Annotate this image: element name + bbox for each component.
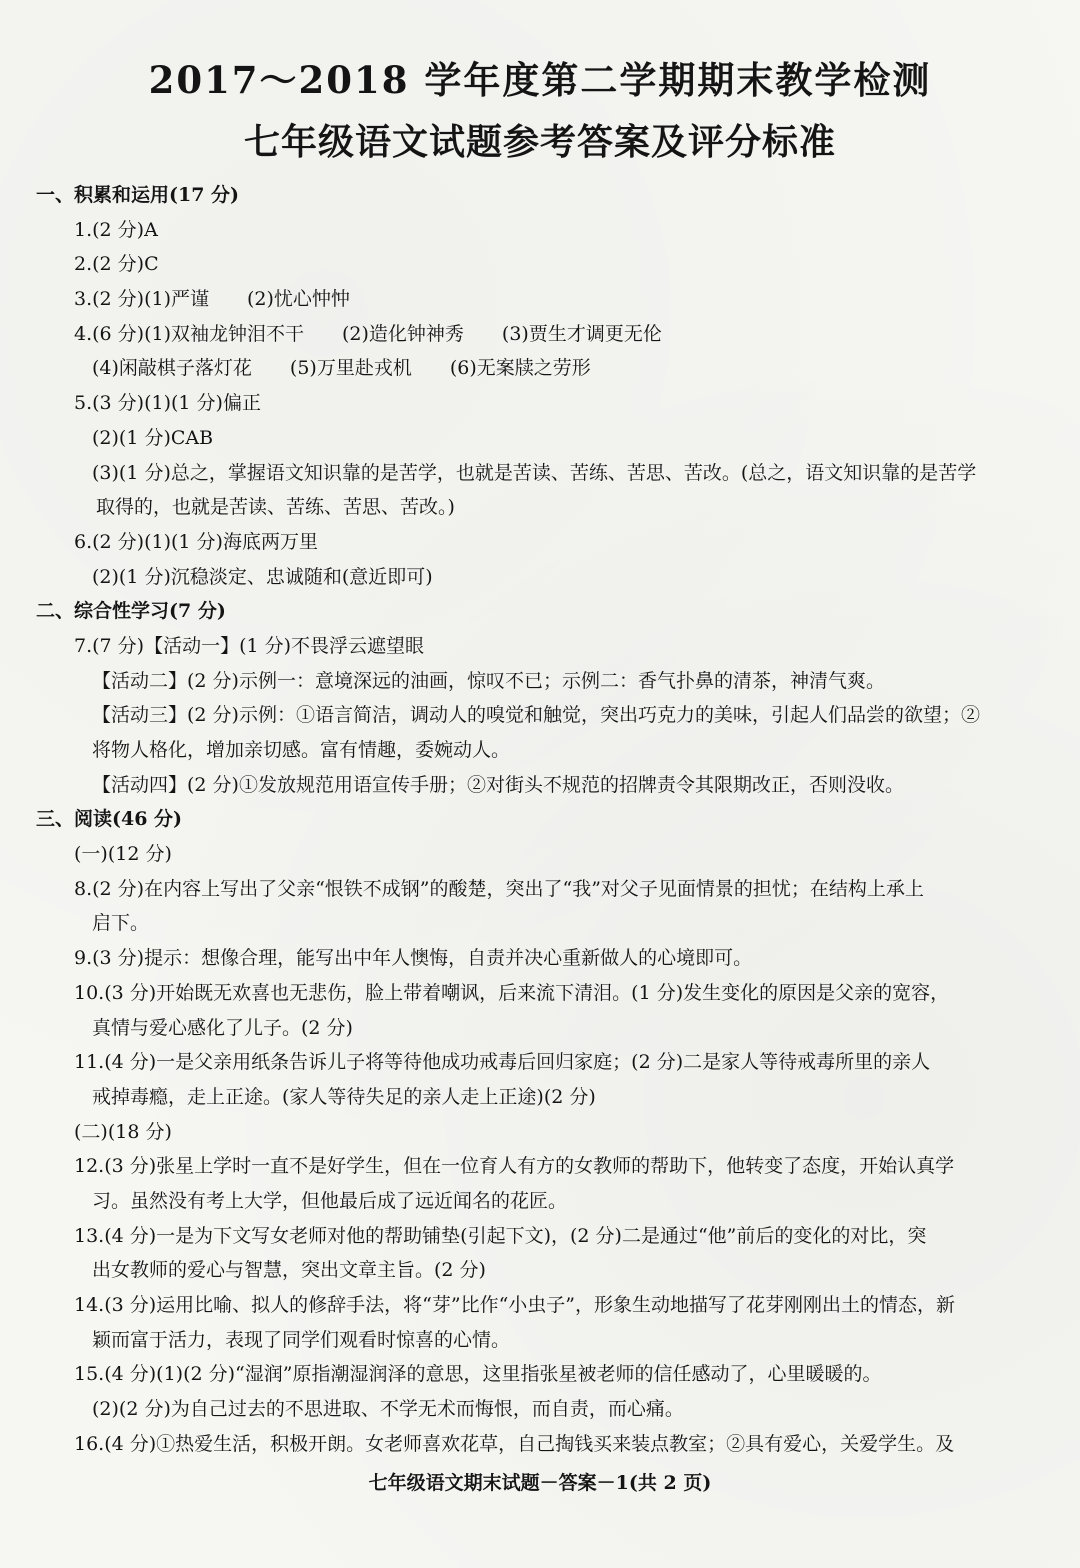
- answer-line: (2)(1 分)沉稳淡定、忠诚随和(意近即可): [92, 565, 433, 588]
- answer-body: [36, 178, 1036, 1461]
- answer-line: 15.(4 分)(1)(2 分)“湿润”原指潮湿润泽的意思，这里指张星被老师的信任感动了，心里暖暖的。: [74, 1363, 882, 1386]
- answer-line: 14.(3 分)运用比喻、拟人的修辞手法，将“芽”比作“小虫子”，形象生动地描写了花芽刚刚出土的情态，新: [74, 1294, 956, 1316]
- subsection-heading: (二)(18 分): [74, 1120, 172, 1143]
- section-heading: 二、综合性学习(7 分): [36, 600, 226, 623]
- answer-line: (2)(1 分)CAB: [92, 426, 214, 449]
- answer-line: 将物人格化，增加亲切感。富有情趣，委婉动人。: [92, 739, 511, 761]
- answer-line: 9.(3 分)提示：想像合理，能写出中年人懊悔，自责并决心重新做人的心境即可。: [74, 947, 753, 970]
- answer-line: 10.(3 分)开始既无欢喜也无悲伤，脸上带着嘲讽，后来流下清泪。(1 分)发生变化的原因是父亲的宽容，: [74, 981, 950, 1004]
- answer-line: 习。虽然没有考上大学，但他最后成了远近闻名的花匠。: [92, 1189, 568, 1212]
- answer-line: 3.(2 分)(1)严谨 (2)忧心忡忡: [74, 288, 350, 311]
- page-footer: 七年级语文期末试题－答案－1(共 2 页): [368, 1472, 712, 1494]
- answer-line: 2.(2 分)C: [74, 253, 159, 276]
- answer-line: 取得的，也就是苦读、苦练、苦思、苦改。): [96, 496, 455, 519]
- section-heading: 一、积累和运用(17 分): [36, 184, 240, 206]
- answer-line: 【活动二】(2 分)示例一：意境深远的油画，惊叹不已；示例二：香气扑鼻的清茶，神清气爽。: [92, 669, 885, 692]
- answer-line: 出女教师的爱心与智慧，突出文章主旨。(2 分): [92, 1259, 486, 1282]
- page-title: 2017～2018 学年度第二学期期末教学检测: [148, 58, 932, 102]
- answer-line: 颖而富于活力，表现了同学们观看时惊喜的心情。: [92, 1328, 511, 1351]
- subsection-heading: (一)(12 分): [74, 843, 172, 866]
- answer-line: (2)(2 分)为自己过去的不思进取、不学无术而悔恨，而自责，而心痛。: [92, 1398, 684, 1421]
- answer-line: 6.(2 分)(1)(1 分)海底两万里: [74, 530, 318, 553]
- answer-line: 启下。: [92, 912, 150, 935]
- answer-line: (4)闲敲棋子落灯花 (5)万里赴戎机 (6)无案牍之劳形: [92, 357, 591, 380]
- answer-line: 7.(7 分)【活动一】(1 分)不畏浮云遮望眼: [74, 634, 425, 657]
- answer-line: 【活动四】(2 分)①发放规范用语宣传手册；②对街头不规范的招牌责令其限期改正，否则没收。: [92, 773, 904, 796]
- answer-line: 11.(4 分)一是父亲用纸条告诉儿子将等待他成功戒毒后回归家庭；(2 分)二是家人等待戒毒所里的亲人: [74, 1051, 931, 1074]
- answer-line: 13.(4 分)一是为下文写女老师对他的帮助铺垫(引起下文)，(2 分)二是通过“他”前后的变化的对比，突: [74, 1224, 927, 1247]
- section-heading: 三、阅读(46 分): [36, 808, 183, 831]
- answer-line: 16.(4 分)①热爱生活，积极开朗。女老师喜欢花草，自己掏钱买来装点教室；②具有爱心，关爱学生。及: [74, 1432, 955, 1455]
- answer-line: (3)(1 分)总之，掌握语文知识靠的是苦学，也就是苦读、苦练、苦思、苦改。(总之，语文知识靠的是苦学: [92, 461, 977, 484]
- answer-line: 戒掉毒瘾，走上正途。(家人等待失足的亲人走上正途)(2 分): [92, 1085, 596, 1108]
- answer-line: 5.(3 分)(1)(1 分)偏正: [74, 392, 261, 415]
- answer-line: 12.(3 分)张星上学时一直不是好学生，但在一位育人有方的女教师的帮助下，他转变了态度，开始认真学: [74, 1155, 955, 1178]
- answer-line: 真情与爱心感化了儿子。(2 分): [92, 1016, 353, 1039]
- answer-line: 4.(6 分)(1)双袖龙钟泪不干 (2)造化钟神秀 (3)贾生才调更无伦: [74, 322, 662, 345]
- page-subtitle: 七年级语文试题参考答案及评分标准: [243, 121, 836, 163]
- answer-line: 8.(2 分)在内容上写出了父亲“恨铁不成钢”的酸楚，突出了“我”对父子见面情景的担忧；在结构上承上: [74, 877, 924, 900]
- answer-line: 【活动三】(2 分)示例：①语言简洁，调动人的嗅觉和触觉，突出巧克力的美味，引起人们品尝的欲望；②: [92, 704, 980, 727]
- answer-line: 1.(2 分)A: [74, 218, 158, 241]
